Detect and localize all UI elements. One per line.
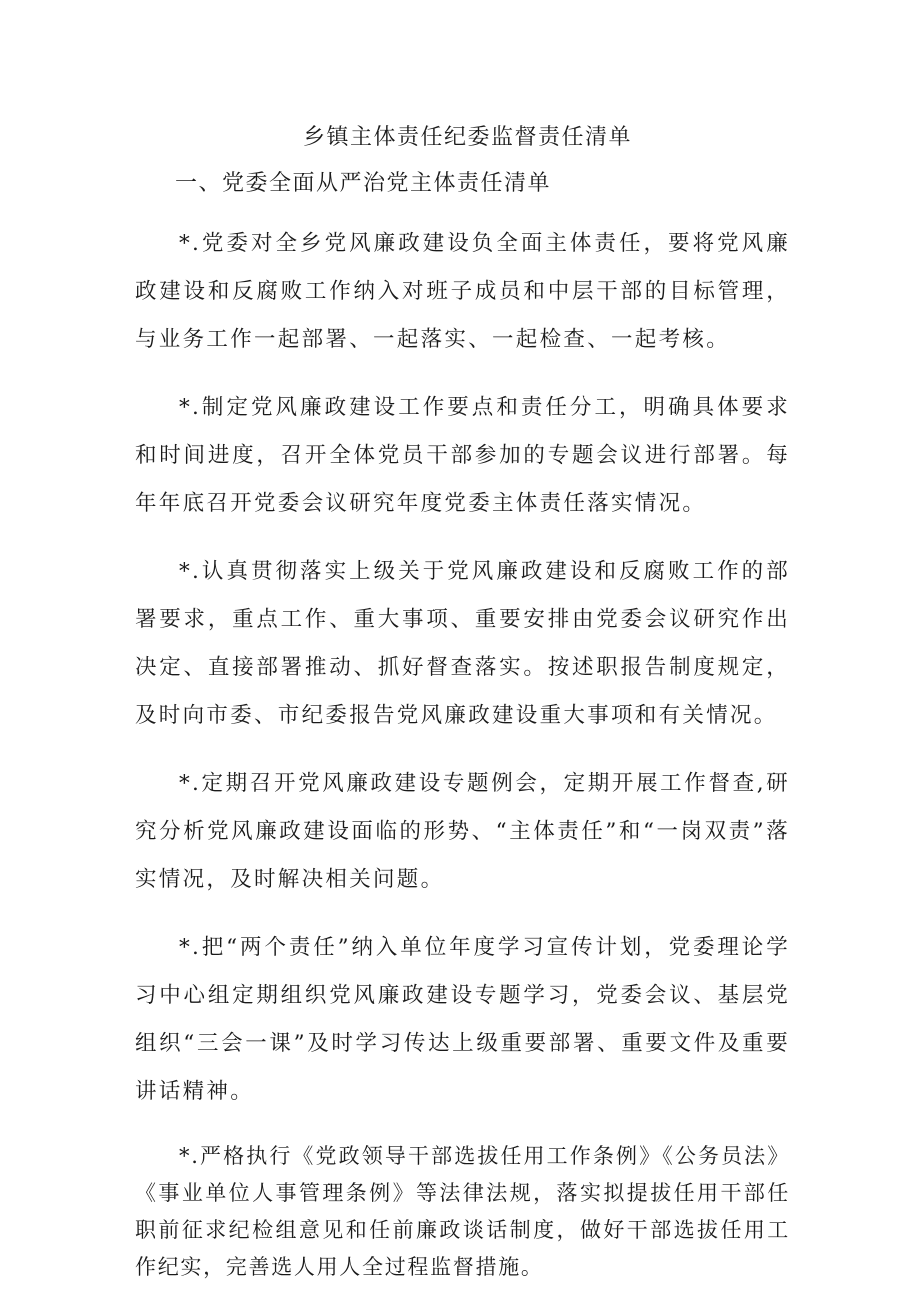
paragraph-3: *.认真贯彻落实上级关于党风廉政建设和反腐败工作的部署要求，重点工作、重大事项、重要安排由党委会议研究作出决定、直接部署推动、抓好督查落实。按述职报告制度规定，及时向市委、市纪委报告党风廉政建设重大事项和有关情况。 <box>135 559 790 728</box>
paragraph-6: *.严格执行《党政领导干部选拔任用工作条例》《公务员法》《事业单位人事管理条例》等法律法规，落实拟提拔任用干部任职前征求纪检组意见和任前廉政谈话制度，做好干部选拔任用工作纪实，完善选人用人全过程监督措施。 <box>135 1144 790 1279</box>
document-body <box>135 118 790 1286</box>
section-heading: 一、党委全面从严治党主体责任清单 <box>175 171 552 196</box>
paragraph-2: *.制定党风廉政建设工作要点和责任分工，明确具体要求和时间进度，召开全体党员干部参加的专题会议进行部署。每年年底召开党委会议研究年度党委主体责任落实情况。 <box>135 395 790 516</box>
paragraph-1: *.党委对全乡党风廉政建设负全面主体责任，要将党风廉政建设和反腐败工作纳入对班子成员和中层干部的目标管理，与业务工作一起部署、一起落实、一起检查、一起考核。 <box>135 231 790 352</box>
document-title: 乡镇主体责任纪委监督责任清单 <box>302 125 632 150</box>
paragraph-4: *.定期召开党风廉政建设专题例会，定期开展工作督查,研究分析党风廉政建设面临的形势、“主体责任”和“一岗双责”落实情况，及时解决相关问题。 <box>135 771 790 892</box>
paragraph-5: *.把“两个责任”纳入单位年度学习宣传计划，党委理论学习中心组定期组织党风廉政建设专题学习，党委会议、基层党组织“三会一课”及时学习传达上级重要部署、重要文件及重要讲话精神。 <box>135 935 790 1104</box>
